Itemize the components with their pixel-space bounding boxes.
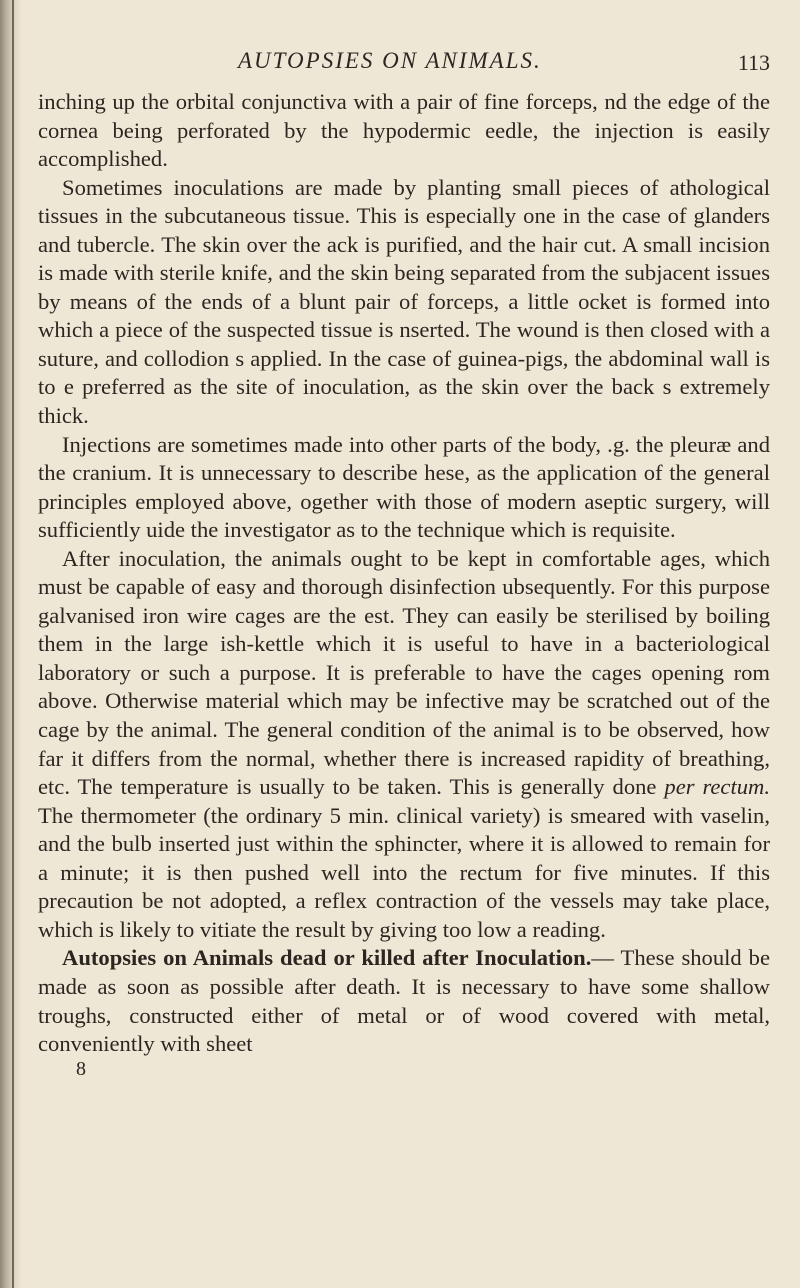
paragraph-1: inching up the orbital conjunctiva with a pair of fine forceps, nd the edge of the cornea being perforated by the hypodermic eedle, the injection is easily accomplished. xyxy=(38,89,770,172)
running-head: AUTOPSIES ON ANIMALS. xyxy=(238,48,542,73)
paragraph-3: Injections are sometimes made into other parts of the body, .g. the pleuræ and the cranium. It is unnecessary to describe hese, as the application of the general principles employed above, ogether with those of modern aseptic surgery, will sufficiently uide the investigator as to the technique which is requisite. xyxy=(38,431,770,543)
paragraph-4 xyxy=(38,545,770,945)
signature-mark: 8 xyxy=(76,1057,86,1080)
paragraph-5-body: — These should be made as soon as possible after death. It is necessary to have some shallow troughs, constructed either of metal or of wood covered with metal, conveniently with sheet xyxy=(38,945,770,1057)
paragraph-4-italic: per rectum. xyxy=(664,774,770,800)
page-binding-shadow xyxy=(0,0,22,1288)
section-heading: Autopsies on Animals dead or killed after Inoculation. xyxy=(62,945,592,971)
paragraph-4-part-a: After inoculation, the animals ought to be kept in comfortable ages, which must be capable of easy and thorough disinfection ubsequently. For this purpose galvanised iron wire cages are the est. They can easily be sterilised by boiling them in the large ish-kettle which it is useful to have in a bacteriological laboratory or such a purpose. It is preferable to have the cages opening rom above. Otherwise material which may be infective may be scratched out of the cage by the animal. The general condition of the animal is to be observed, how far it differs from the normal, whether there is increased rapidity of breathing, etc. The temperature is usually to be taken. This is generally done xyxy=(38,545,770,800)
book-page xyxy=(38,48,770,1079)
binding-edge xyxy=(12,0,14,1288)
body-text xyxy=(38,88,770,1059)
paragraph-4-part-b: The thermometer (the ordinary 5 min. clinical variety) is smeared with vaselin, and the bulb inserted just within the sphincter, where it is allowed to remain for a minute; it is then pushed well into the rectum for five minutes. If this precaution be not adopted, a reflex contraction of the vessels may take place, which is likely to vitiate the result by giving too low a reading. xyxy=(38,802,770,942)
page-number: 113 xyxy=(737,50,770,75)
paragraph-5 xyxy=(38,944,770,1058)
paragraph-2: Sometimes inoculations are made by planting small pieces of athological tissues in the subcutaneous tissue. This is especially one in the case of glanders and tubercle. The skin over the ack is purified, and the hair cut. A small incision is made with sterile knife, and the skin being separated from the subjacent issues by means of the ends of a blunt pair of forceps, a little ocket is formed into which a piece of the suspected tissue is nserted. The wound is then closed with a suture, and collodion s applied. In the case of guinea-pigs, the abdominal wall is to e preferred as the site of inoculation, as the skin over the back s extremely thick. xyxy=(38,174,770,429)
page-header xyxy=(38,48,770,88)
